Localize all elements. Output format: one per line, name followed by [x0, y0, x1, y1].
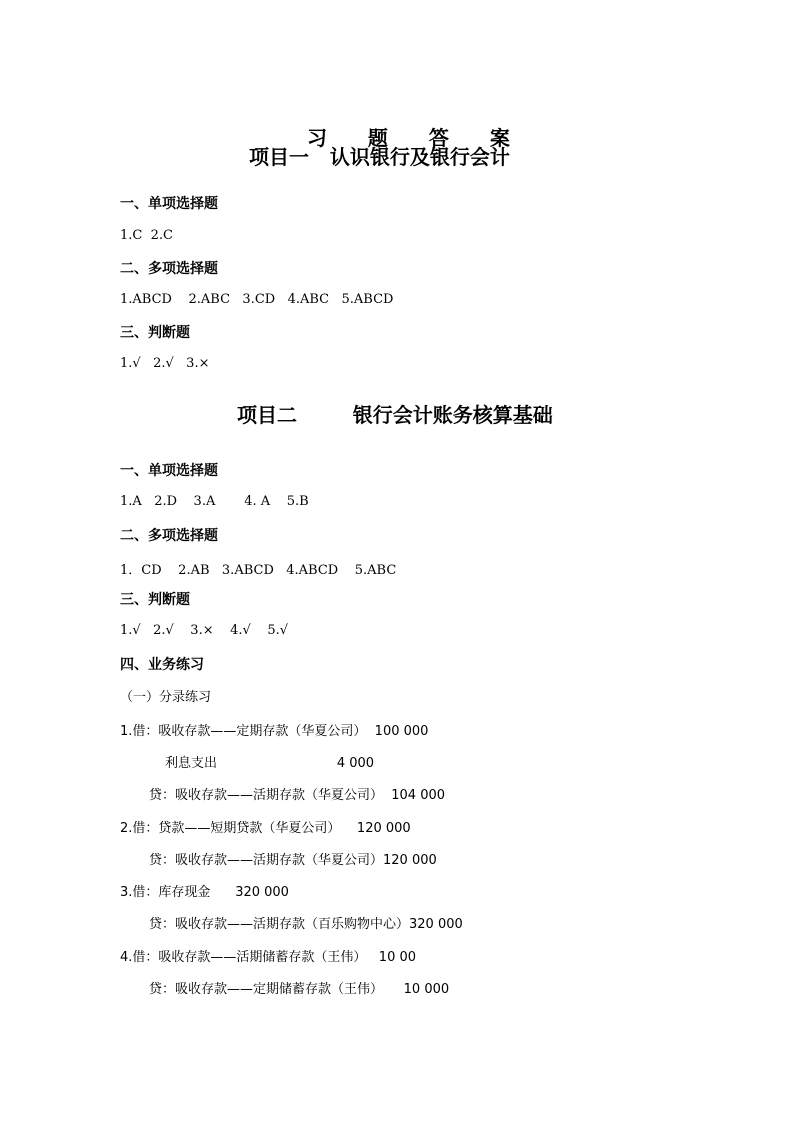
p2-section-true-false: 三、判断题: [120, 592, 190, 608]
p2-true-false-answers: 1.√ 2.√ 3.× 4.√ 5.√: [120, 623, 289, 638]
p1-section-single-choice: 一、单项选择题: [120, 196, 218, 212]
p1-section-multi-choice: 二、多项选择题: [120, 261, 218, 277]
journal-entry-line: 贷：吸收存款——定期储蓄存款（王伟） 10 000: [149, 982, 450, 997]
journal-entry-line: 贷：吸收存款——活期存款（华夏公司）120 000: [149, 853, 437, 868]
p2-single-choice-answers: 1.A 2.D 3.A 4. A 5.B: [120, 494, 309, 509]
p1-section-true-false: 三、判断题: [120, 325, 190, 341]
p1-true-false-answers: 1.√ 2.√ 3.×: [120, 356, 210, 371]
document-title: 习 题 答 案: [306, 126, 510, 150]
project1-heading: 项目一 认识银行及银行会计: [249, 145, 510, 169]
p1-single-choice-answers: 1.C 2.C: [120, 228, 173, 243]
p2-subsection-journal-entries: （一）分录练习: [120, 690, 212, 705]
journal-entry-line: 1.借：吸收存款——定期存款（华夏公司） 100 000: [120, 724, 429, 739]
journal-entry-line: 利息支出 4 000: [165, 756, 375, 771]
journal-entry-line: 贷：吸收存款——活期存款（华夏公司） 104 000: [149, 788, 446, 803]
p1-multi-choice-answers: 1.ABCD 2.ABC 3.CD 4.ABC 5.ABCD: [120, 292, 394, 307]
p2-section-business-practice: 四、业务练习: [120, 657, 204, 673]
journal-entry-line: 4.借：吸收存款——活期储蓄存款（王伟） 10 00: [120, 950, 417, 965]
journal-entry-line: 2.借：贷款——短期贷款（华夏公司） 120 000: [120, 821, 411, 836]
p2-section-single-choice: 一、单项选择题: [120, 463, 218, 479]
project2-heading: 项目二 银行会计账务核算基础: [237, 403, 553, 427]
p2-section-multi-choice: 二、多项选择题: [120, 528, 218, 544]
journal-entry-line: 贷：吸收存款——活期存款（百乐购物中心）320 000: [149, 917, 463, 932]
p2-multi-choice-answers: 1．CD 2.AB 3.ABCD 4.ABCD 5.ABC: [120, 563, 397, 578]
journal-entry-line: 3.借：库存现金 320 000: [120, 885, 289, 900]
